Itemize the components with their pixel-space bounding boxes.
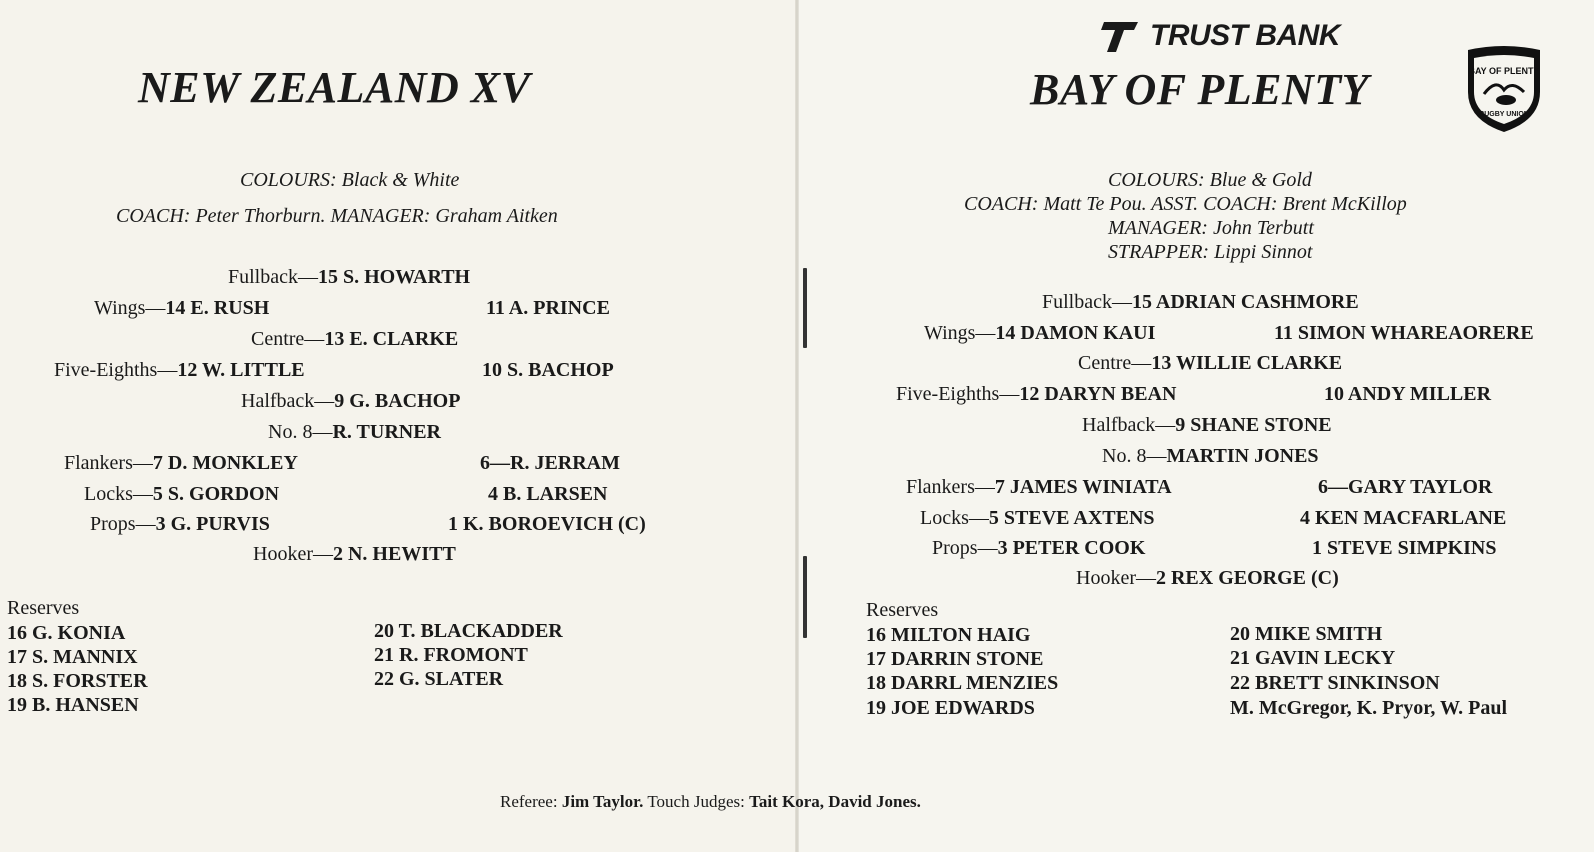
nz-flankers: Flankers—7 D. MONKLEY — [64, 452, 298, 474]
bop-reserve: 22 BRETT SINKINSON — [1230, 672, 1440, 694]
nz-reserve: 19 B. HANSEN — [7, 694, 139, 716]
nz-reserves-heading: Reserves — [7, 597, 80, 619]
nz-five-eighths: Five-Eighths—12 W. LITTLE — [54, 359, 305, 381]
bop-staff-coaches: COACH: Matt Te Pou. ASST. COACH: Brent McKillop — [964, 193, 1407, 215]
bop-five-eighths: Five-Eighths—12 DARYN BEAN — [896, 383, 1177, 405]
nz-wing-right: 11 A. PRINCE — [486, 297, 610, 319]
nz-wings: Wings—14 E. RUSH — [94, 297, 270, 319]
bop-reserve: 17 DARRIN STONE — [866, 648, 1044, 670]
nz-prop-right: 1 K. BOROEVICH (C) — [448, 513, 646, 535]
bop-halfback: Halfback—9 SHANE STONE — [1082, 414, 1332, 436]
nz-props: Props—3 G. PURVIS — [90, 513, 270, 535]
bop-props: Props—3 PETER COOK — [932, 537, 1146, 559]
nz-flanker-right: 6—R. JERRAM — [480, 452, 620, 474]
nz-five-eighths-right: 10 S. BACHOP — [482, 359, 614, 381]
bop-colours: COLOURS: Blue & Gold — [1108, 169, 1312, 191]
staple-top — [803, 268, 807, 348]
bop-reserve: 19 JOE EDWARDS — [866, 697, 1035, 719]
staple-bottom — [803, 556, 807, 638]
bop-title: BAY OF PLENTY — [1030, 65, 1369, 114]
bop-prop-right: 1 STEVE SIMPKINS — [1312, 537, 1497, 559]
bop-reserve: 20 MIKE SMITH — [1230, 623, 1383, 645]
trust-bank-mark-icon — [1098, 16, 1142, 56]
bop-flankers: Flankers—7 JAMES WINIATA — [906, 476, 1172, 498]
bop-reserve: 21 GAVIN LECKY — [1230, 647, 1396, 669]
bop-reserve: 16 MILTON HAIG — [866, 624, 1031, 646]
bop-wings: Wings—14 DAMON KAUI — [924, 322, 1156, 344]
bop-reserve: 18 DARRL MENZIES — [866, 672, 1059, 694]
bop-locks: Locks—5 STEVE AXTENS — [920, 507, 1155, 529]
trust-bank-logo — [1098, 16, 1340, 56]
trust-bank-wordmark: TRUST BANK — [1150, 19, 1340, 52]
nz-reserve: 21 R. FROMONT — [374, 644, 528, 666]
nz-halfback: Halfback—9 G. BACHOP — [241, 390, 461, 412]
officials-line: Referee: Jim Taylor. Touch Judges: Tait Kora, David Jones. — [500, 792, 921, 811]
bop-rugby-union-crest-icon — [1462, 44, 1546, 136]
nz-staff: COACH: Peter Thorburn. MANAGER: Graham Aitken — [116, 205, 558, 227]
nz-locks: Locks—5 S. GORDON — [84, 483, 280, 505]
bop-lock-right: 4 KEN MACFARLANE — [1300, 507, 1507, 529]
bop-reserves-heading: Reserves — [866, 599, 939, 621]
spine — [795, 0, 799, 852]
bop-five-eighths-right: 10 ANDY MILLER — [1324, 383, 1492, 405]
nz-colours: COLOURS: Black & White — [240, 169, 460, 191]
bop-staff-strapper: STRAPPER: Lippi Sinnot — [1108, 241, 1313, 263]
nz-lock-right: 4 B. LARSEN — [488, 483, 608, 505]
nz-hooker: Hooker—2 N. HEWITT — [253, 543, 456, 565]
crest-text-bottom: RUGBY UNION — [1479, 111, 1529, 118]
nz-fullback: Fullback—15 S. HOWARTH — [228, 266, 471, 288]
bop-flanker-right: 6—GARY TAYLOR — [1318, 476, 1493, 498]
nz-centre: Centre—13 E. CLARKE — [251, 328, 459, 350]
bop-reserve-extra: M. McGregor, K. Pryor, W. Paul — [1230, 697, 1508, 719]
bop-wing-right: 11 SIMON WHAREAORERE — [1274, 322, 1534, 344]
nz-reserve: 16 G. KONIA — [7, 622, 126, 644]
bop-fullback: Fullback—15 ADRIAN CASHMORE — [1042, 291, 1359, 313]
bop-staff-manager: MANAGER: John Terbutt — [1108, 217, 1314, 239]
bop-centre: Centre—13 WILLIE CLARKE — [1078, 352, 1343, 374]
bop-no8: No. 8—MARTIN JONES — [1102, 445, 1319, 467]
crest-text-top: BAY OF PLENTY — [1468, 66, 1540, 76]
nz-reserve: 20 T. BLACKADDER — [374, 620, 563, 642]
nz-no8: No. 8—R. TURNER — [268, 421, 441, 443]
nz-reserve: 17 S. MANNIX — [7, 646, 138, 668]
nz-reserve: 22 G. SLATER — [374, 668, 504, 690]
nz-title: NEW ZEALAND XV — [138, 63, 531, 112]
nz-reserve: 18 S. FORSTER — [7, 670, 148, 692]
bop-hooker: Hooker—2 REX GEORGE (C) — [1076, 567, 1339, 589]
